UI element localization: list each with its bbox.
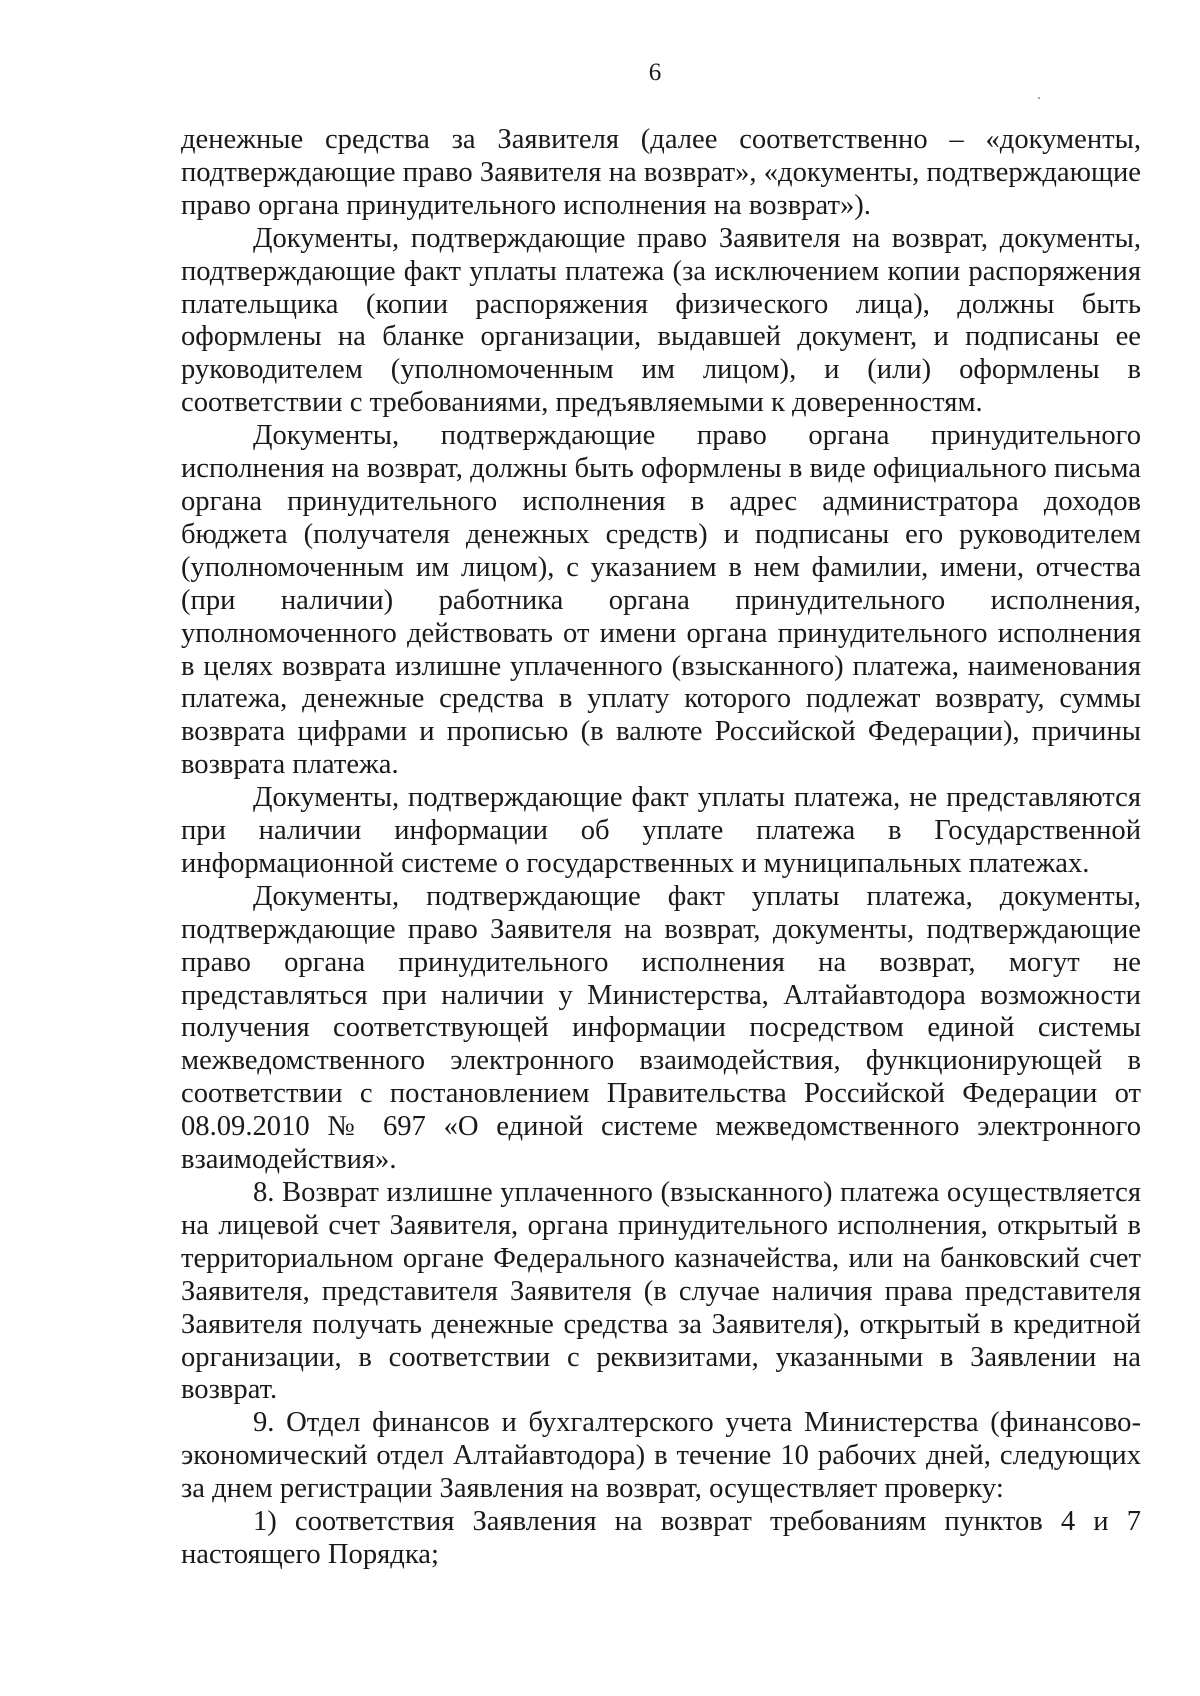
paragraph-interagency: Документы, подтверждающие факт уплаты платежа, документы, подтверждающие право Заявителя на возврат, документы, подтверждающие право органа принудительного исполнения на возврат, могут не представляться при наличии у Министерства, Алтайавтодора возможности получения соответствующей информации посредством единой системы межведомственного электронного взаимодействия, функционирующей в соответствии с постановлением Правительства Российской Федерации от 08.09.2010 № 697 «О единой системе межведомственного электронного взаимодействия». [181, 880, 1141, 1176]
paragraph-payment-info: Документы, подтверждающие факт уплаты платежа, не представляются при наличии информации об уплате платежа в Государственной информационной системе о государственных и муниципальных платежах. [181, 782, 1141, 879]
document-body [181, 124, 1141, 1572]
paragraph-continuation: денежные средства за Заявителя (далее соответственно – «документы, подтверждающие право Заявителя на возврат», «документы, подтверждающие право органа принудительного исполнения на возврат»). [181, 124, 1141, 221]
page-number: 6 [648, 59, 662, 86]
paragraph-documents-applicant: Документы, подтверждающие право Заявителя на возврат, документы, подтверждающие факт уплаты платежа (за исключением копии распоряжения плательщика (копии распоряжения физического лица), должны быть оформлены на бланке организации, выдавшей документ, и подписаны ее руководителем (уполномоченным им лицом), и (или) оформлены в соответствии с требованиями, предъявляемыми к доверенностям. [181, 222, 1141, 419]
paragraph-subclause-1: 1) соответствия Заявления на возврат требованиям пунктов 4 и 7 настоящего Порядка; [181, 1506, 1141, 1570]
paragraph-documents-enforcement: Документы, подтверждающие право органа принудительного исполнения на возврат, должны быть оформлены в виде официального письма органа принудительного исполнения в адрес администратора доходов бюджета (получателя денежных средств) и подписаны его руководителем (уполномоченным им лицом), с указанием в нем фамилии, имени, отчества (при наличии) работника органа принудительного исполнения, уполномоченного действовать от имени органа принудительного исполнения в целях возврата излишне уплаченного (взысканного) платежа, наименования платежа, денежные средства в уплату которого подлежат возврату, суммы возврата цифрами и прописью (в валюте Российской Федерации), причины возврата платежа. [181, 420, 1141, 781]
scan-speck [1038, 97, 1040, 99]
paragraph-clause-8: 8. Возврат излишне уплаченного (взысканного) платежа осуществляется на лицевой счет Заявителя, органа принудительного исполнения, открытый в территориальном органе Федерального казначейства, или на банковский счет Заявителя, представителя Заявителя (в случае наличия права представителя Заявителя получать денежные средства за Заявителя), открытый в кредитной организации, в соответствии с реквизитами, указанными в Заявлении на возврат. [181, 1177, 1141, 1406]
paragraph-clause-9: 9. Отдел финансов и бухгалтерского учета Министерства (финансово-экономический отдел Алтайавтодора) в течение 10 рабочих дней, следующих за днем регистрации Заявления на возврат, осуществляет проверку: [181, 1407, 1141, 1505]
